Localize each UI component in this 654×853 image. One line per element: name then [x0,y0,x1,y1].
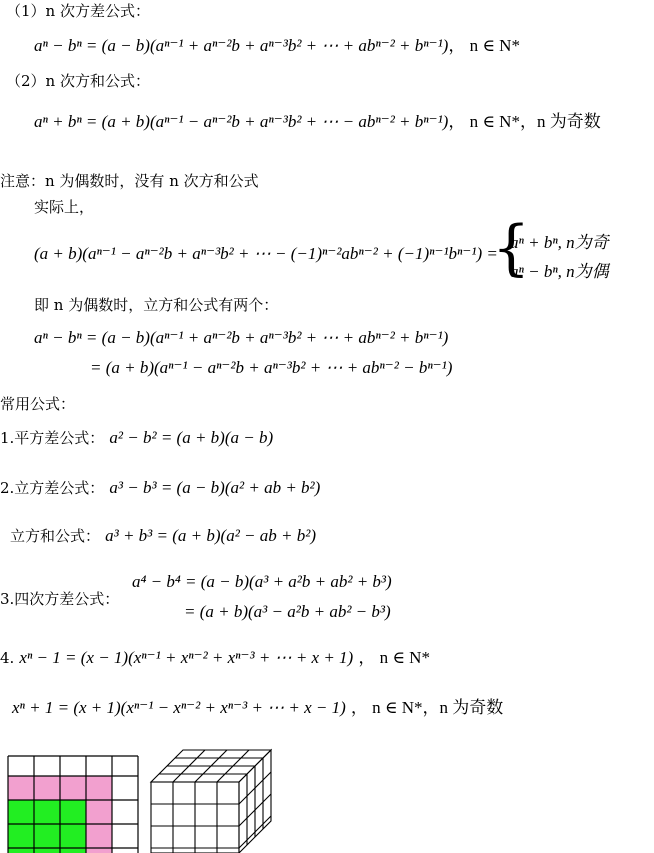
formula-body: aⁿ + bⁿ = (a + b)(aⁿ⁻¹ − aⁿ⁻²b + aⁿ⁻³b² + ⋯ − abⁿ⁻² + bⁿ⁻¹) [34,112,449,131]
formula-4-row [0,648,430,668]
formula-5-condition: ， n ∈ N*，n 为奇数 [350,698,504,717]
formula-3b: = (a + b)(a³ − a²b + ab² − b³) [184,602,391,621]
formula-condition: ， n ∈ N*，n 为奇数 [448,112,601,131]
section1-heading: （1）n 次方差公式： [6,2,150,20]
formula-2: a³ − b³ = (a − b)(a² + ab + b²) [109,478,321,497]
cube-lines [151,750,271,853]
left-brace-icon: { [492,213,531,283]
difference-of-powers-formula [34,36,520,56]
cube-grid-figure [148,744,272,853]
formula-5-row [12,698,503,718]
section2-heading: （2）n 次方和公式： [6,72,150,90]
formula-4-label: 4. [0,649,15,667]
case-odd: aⁿ + bⁿ, n为奇 [510,233,609,252]
formula-body: aⁿ − bⁿ = (a − b)(aⁿ⁻¹ + aⁿ⁻²b + aⁿ⁻³b² + ⋯ + abⁿ⁻² + bⁿ⁻¹) [34,36,449,55]
note-actually: 实际上， [34,198,95,216]
even-formula-1: aⁿ − bⁿ = (a − b)(aⁿ⁻¹ + aⁿ⁻²b + aⁿ⁻³b² + ⋯ + abⁿ⁻² + bⁿ⁻¹) [34,328,449,347]
common-heading: 常用公式： [0,395,76,413]
formula-1: a² − b² = (a + b)(a − b) [109,428,274,447]
formula-2b-row [10,526,316,546]
note-even-line: 即 n 为偶数时，立方和公式有两个： [34,296,279,314]
sum-of-powers-formula [34,112,601,132]
formula-4: xⁿ − 1 = (x − 1)(xⁿ⁻¹ + xⁿ⁻² + xⁿ⁻³ + ⋯ + x + 1) [19,648,354,667]
formula-5: xⁿ + 1 = (x + 1)(xⁿ⁻¹ − xⁿ⁻² + xⁿ⁻³ + ⋯ + x − 1) [12,698,346,717]
formula-2-row [0,478,320,498]
formula-3a: a⁴ − b⁴ = (a − b)(a³ + a²b + ab² + b³) [132,572,392,591]
case-even: aⁿ − bⁿ, n为偶 [510,262,609,281]
formula-3-label: 3.四次方差公式： [0,590,120,608]
even-formula-2: = (a + b)(aⁿ⁻¹ − aⁿ⁻²b + aⁿ⁻³b² + ⋯ + abⁿ⁻² − bⁿ⁻¹) [90,358,453,377]
formula-2-label: 2.立方差公式： [0,479,105,497]
formula-4-condition: ， n ∈ N* [358,648,430,667]
note-line: 注意：n 为偶数时，没有 n 次方和公式 [0,172,259,190]
formula-1-label: 1.平方差公式： [0,429,105,447]
case-brace [492,213,642,286]
general-sum-formula: (a + b)(aⁿ⁻¹ − aⁿ⁻²b + aⁿ⁻³b² + ⋯ − (−1)ⁿ⁻²abⁿ⁻² + (−1)ⁿ⁻¹bⁿ⁻¹) = [34,244,498,263]
square-grid-figure [6,754,140,853]
formula-2b-label: 立方和公式： [10,527,101,545]
formula-condition: ， n ∈ N* [448,36,520,55]
green-region [8,800,86,853]
formula-2b: a³ + b³ = (a + b)(a² − ab + b²) [105,526,316,545]
formula-1-row [0,428,273,448]
